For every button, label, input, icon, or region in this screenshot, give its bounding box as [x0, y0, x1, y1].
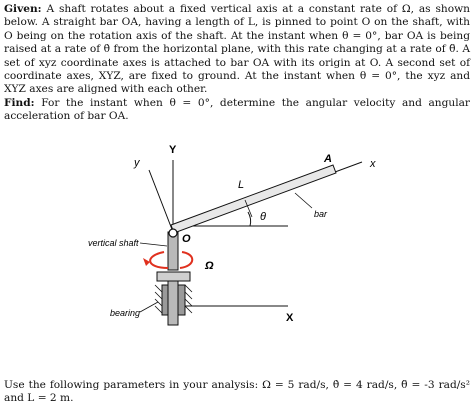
parameters-text: Use the following parameters in your analysis: Ω = 5 rad/s, θ̇ = 4 rad/s, θ̈ = -3 rad/s² and L = 2 m.	[4, 379, 470, 405]
given-text: A shaft rotates about a fixed vertical axis at a constant rate of Ω, as shown below. A straight bar OA, having a length of L, is pinned to point O on the shaft, with O being on the rotation axis of the shaft. At the instant when θ = 0°, bar OA is being raised at a rate of θ̇ from the horizontal plane, with this rate changing at a rate of θ̈. A set of xyz coordinate axes is attached to bar OA with its origin at O. A second set of coordinate axes, XYZ, are fixed to ground. At the instant when θ = 0°, the xyz and XYZ axes are aligned with each other.	[4, 3, 470, 96]
label-Y: Y	[169, 144, 177, 156]
theta-arc	[248, 212, 251, 226]
pin-O	[169, 229, 177, 237]
label-A: A	[324, 153, 332, 165]
label-Omega: Ω	[205, 260, 214, 272]
find-heading: Find:	[4, 97, 35, 109]
label-X: X	[286, 312, 294, 324]
bearing-leader	[140, 302, 158, 312]
label-vertical-shaft: vertical shaft	[88, 238, 139, 248]
label-x: x	[370, 158, 376, 170]
label-L: L	[238, 179, 245, 191]
vertical-shaft-leader	[140, 243, 167, 246]
label-O: O	[182, 233, 191, 245]
parameters-paragraph	[4, 379, 470, 406]
label-theta: θ	[260, 211, 266, 223]
label-y: y	[134, 157, 140, 169]
bar-leader	[295, 193, 312, 208]
y-axis-line	[149, 170, 173, 232]
find-text: For the instant when θ = 0°, determine the angular velocity and angular acceleration of bar OA.	[4, 97, 470, 123]
given-heading: Given:	[4, 3, 42, 15]
label-bearing: bearing	[110, 308, 141, 318]
bar-OA	[171, 165, 336, 233]
label-bar: bar	[314, 209, 328, 219]
